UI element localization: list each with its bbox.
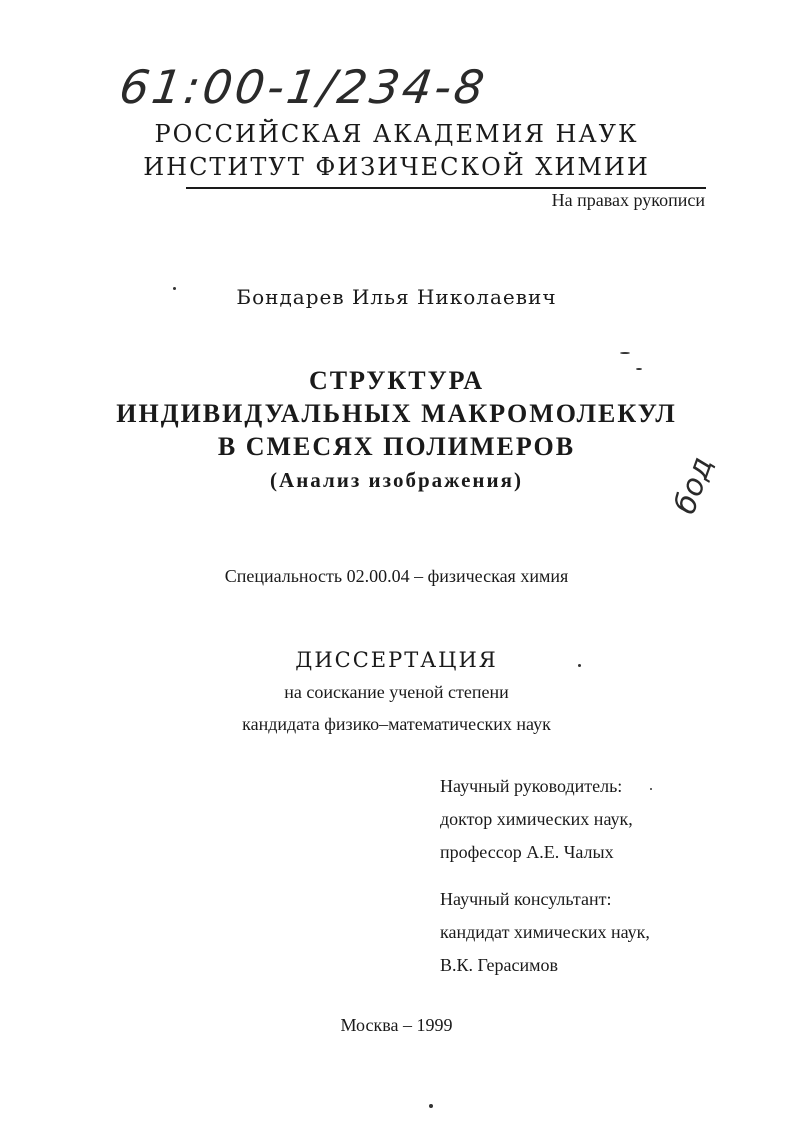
organization-name: РОССИЙСКАЯ АКАДЕМИЯ НАУК (154, 120, 639, 148)
specialty: Специальность 02.00.04 – физическая химия (224, 566, 569, 586)
consultant-name: В.К. Герасимов (440, 955, 559, 975)
dissertation-degree: кандидата физико–математических наук (242, 714, 551, 734)
header-divider (186, 187, 706, 189)
supervisor-block (440, 770, 633, 869)
title-line-1: СТРУКТУРА (308, 366, 485, 395)
supervisor-title: доктор химических наук, (440, 809, 633, 829)
consultant-block (440, 883, 650, 982)
scan-speck (636, 368, 642, 370)
dissertation-purpose: на соискание ученой степени (284, 682, 509, 702)
title-line-3: В СМЕСЯХ ПОЛИМЕРОВ (217, 432, 576, 461)
rights-note: На правах рукописи (551, 190, 705, 210)
scan-speck (650, 788, 652, 790)
title-line-2: ИНДИВИДУАЛЬНЫХ МАКРОМОЛЕКУЛ (116, 399, 677, 428)
institute-name: ИНСТИТУТ ФИЗИЧЕСКОЙ ХИМИИ (143, 153, 650, 181)
scan-speck (578, 664, 581, 667)
title-subtitle: (Анализ изображения) (270, 468, 523, 492)
handwritten-catalog-code: 61:00-1/234-8 (116, 60, 491, 114)
consultant-role: Научный консультант: (440, 889, 612, 909)
dissertation-label: ДИССЕРТАЦИЯ (295, 648, 498, 672)
scan-speck (429, 1104, 433, 1108)
supervisor-role: Научный руководитель: (440, 776, 623, 796)
consultant-title: кандидат химических наук, (440, 922, 650, 942)
author-name: Бондарев Илья Николаевич (236, 285, 557, 309)
scan-speck (173, 287, 176, 290)
city-year: Москва – 1999 (340, 1015, 453, 1035)
margin-handwritten-note: бод (667, 452, 721, 519)
scan-speck (620, 352, 630, 354)
supervisor-name: профессор А.Е. Чалых (440, 842, 614, 862)
